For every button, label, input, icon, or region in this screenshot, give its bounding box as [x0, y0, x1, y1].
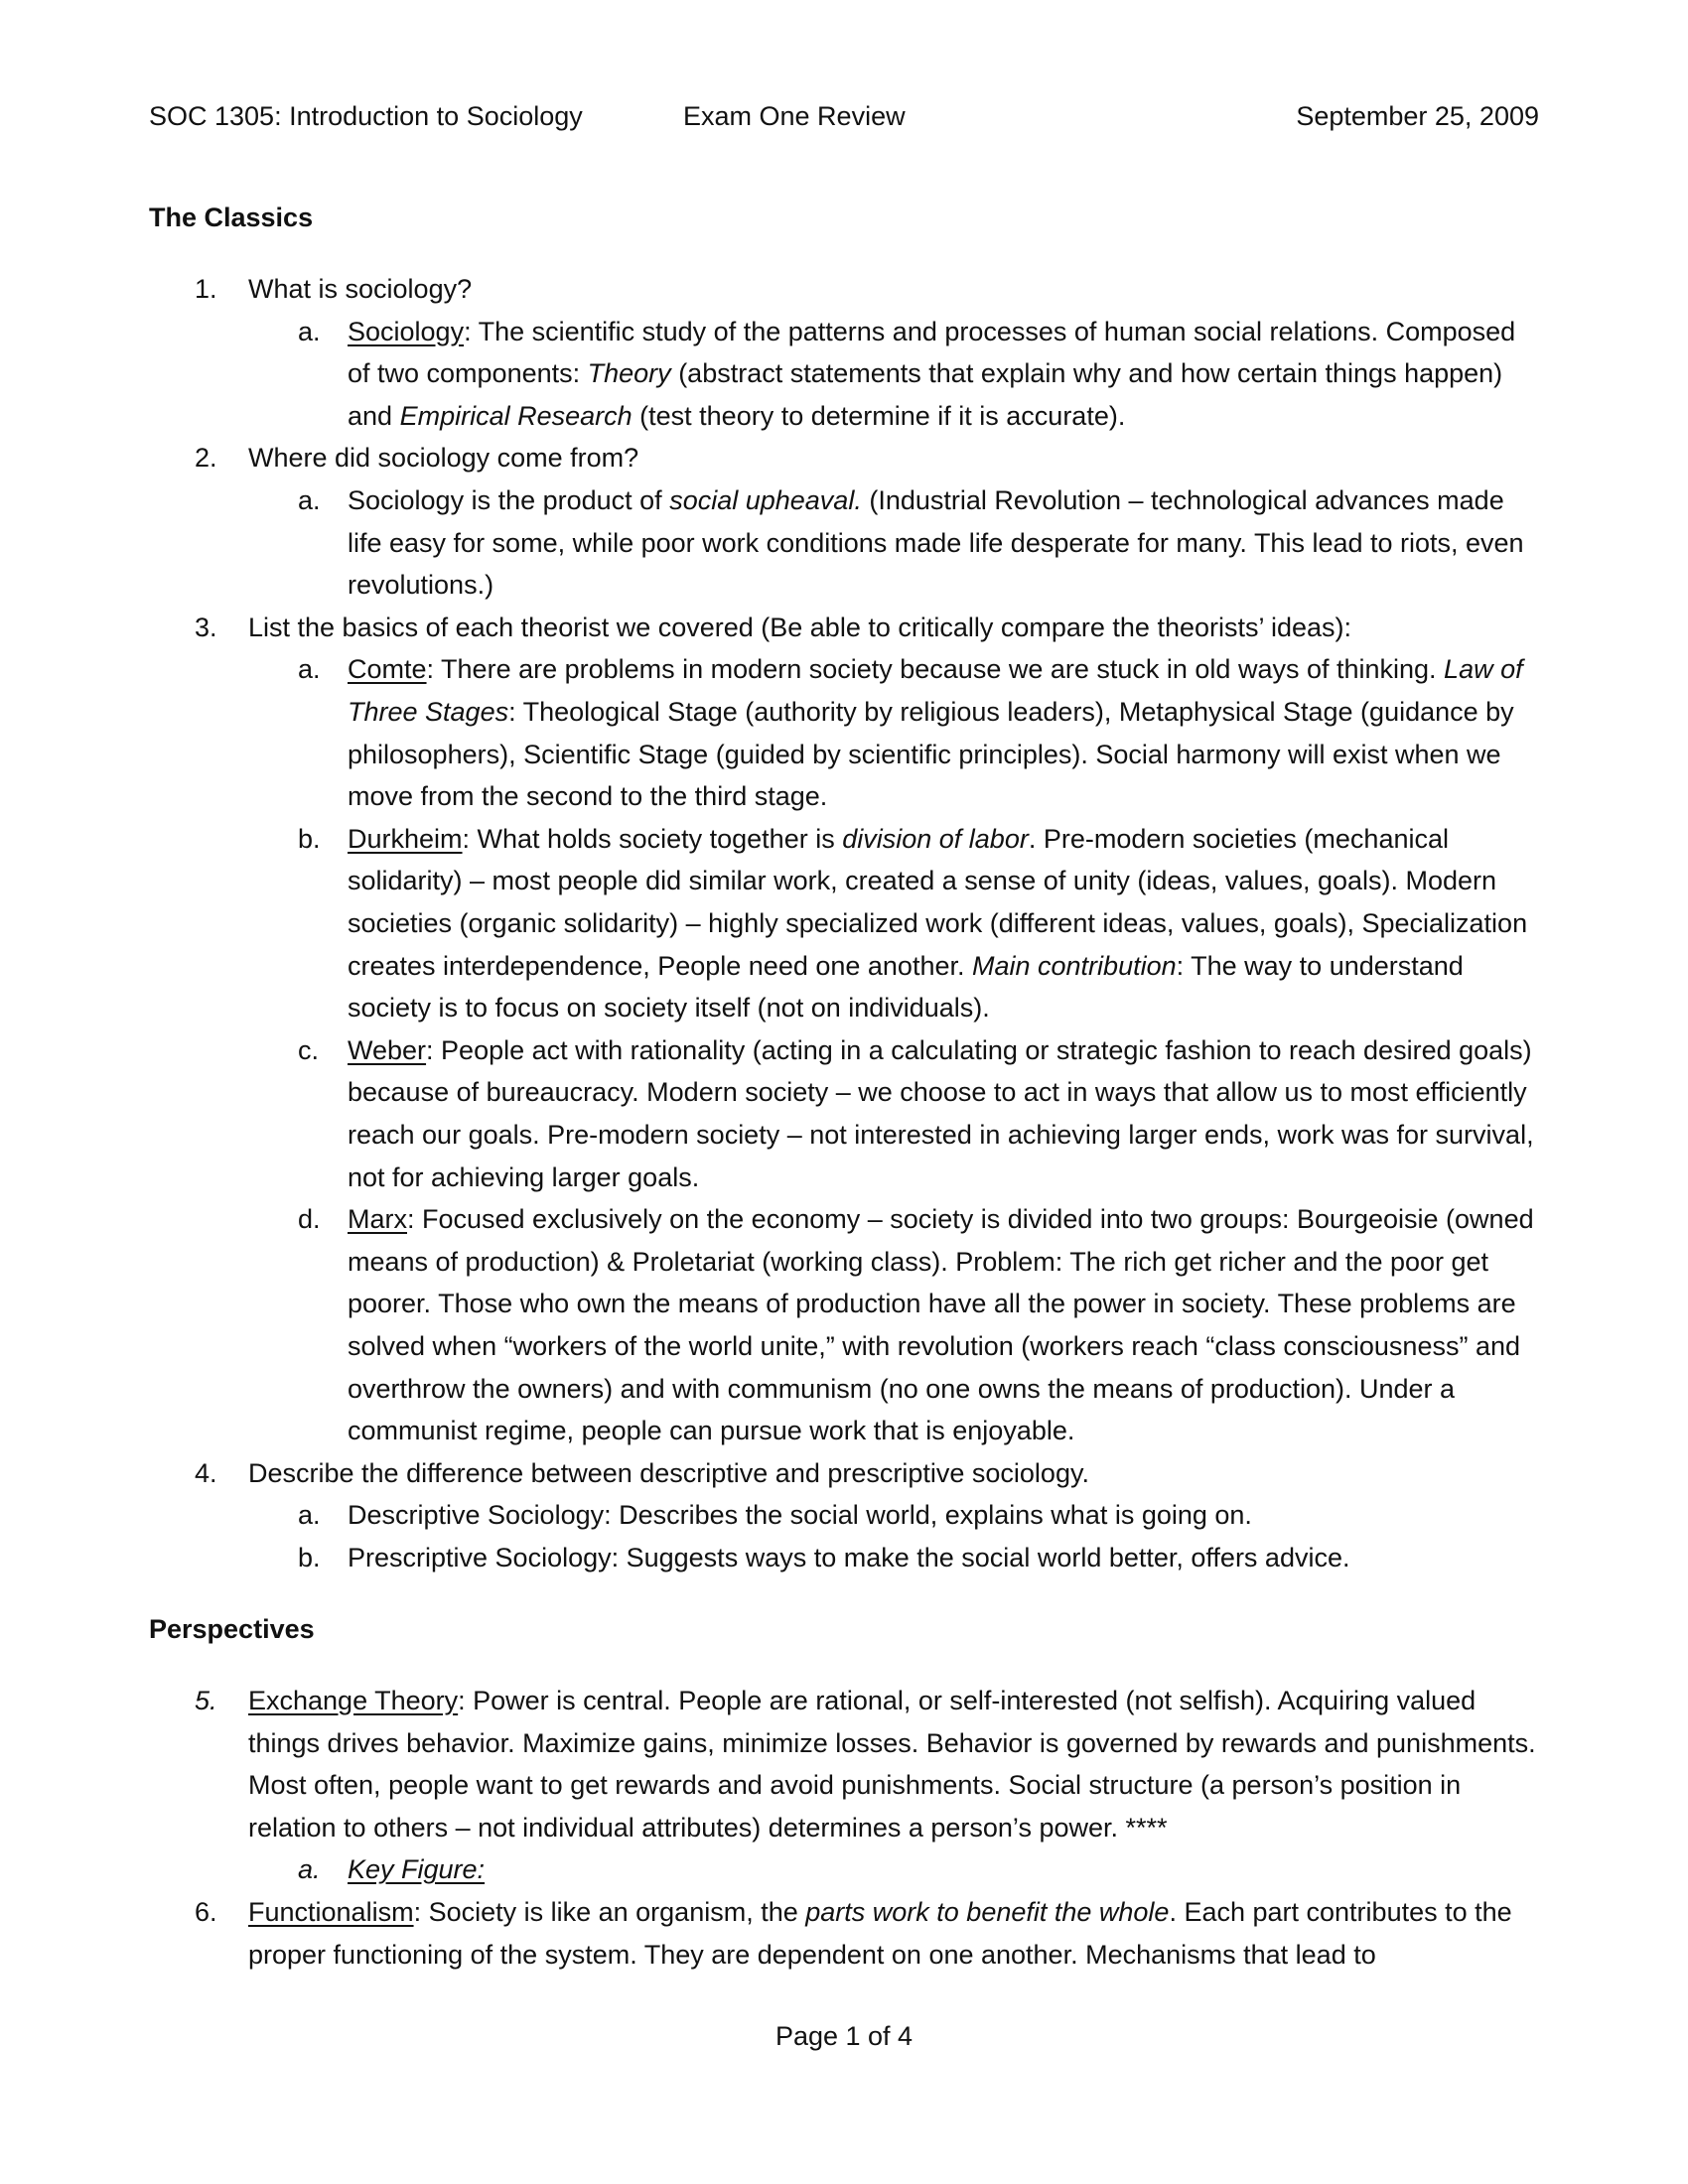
item-number: 5.: [195, 1686, 217, 1715]
course-title: SOC 1305: Introduction to Sociology: [149, 101, 583, 131]
page-header: [149, 95, 1539, 137]
item-number: 4.: [195, 1457, 217, 1488]
term-marx: Marx: [348, 1204, 407, 1235]
item-answer: Functionalism: Society is like an organism, the parts work to benefit the whole. Each part contributes to the proper functioning of the system. They are dependent on one another. Mechanisms that lead to: [248, 1897, 1512, 1970]
item-question: List the basics of each theorist we covered (Be able to critically compare the theorists’ ideas):: [248, 612, 1352, 642]
term-exchange-theory: Exchange Theory: [248, 1686, 459, 1715]
section-heading-perspectives: Perspectives: [149, 1614, 315, 1644]
item-number: 3.: [195, 612, 217, 642]
item-number: 1.: [195, 274, 217, 304]
document-date: September 25, 2009: [1296, 101, 1539, 131]
item-answer: Comte: There are problems in modern society because we are stuck in old ways of thinking. Law of Three Stages: Theological Stage (authority by religious leaders), Metaphysical Stage (guidance by philosophers), Scientific Stage (guided by scientific principles). Social harmony will exist when we move from the second to the third stage.: [348, 654, 1523, 812]
item-answer: Descriptive Sociology: Describes the social world, explains what is going on.: [348, 1500, 1252, 1531]
item-answer: Durkheim: What holds society together is division of labor. Pre-modern societies (mechanical solidarity) – most people did similar work, created a sense of unity (ideas, values, goals). Modern societies (organic solidarity) – highly specialized work (different ideas, values, goals), Specialization creates interdependence, People need one another. Main contribution: The way to understand society is to focus on society itself (not on individuals).: [348, 823, 1528, 1024]
item-letter: a.: [298, 485, 321, 515]
item-answer: Sociology is the product of social upheaval. (Industrial Revolution – technological advances made life easy for some, while poor work conditions made life desperate for many. This lead to riots, even revolutions.): [348, 485, 1524, 601]
term-comte: Comte: [348, 654, 427, 685]
term-sociology: Sociology: [348, 316, 465, 346]
item-answer: Exchange Theory: Power is central. People are rational, or self-interested (not selfish). Acquiring valued things drives behavior. Maximize gains, minimize losses. Behavior is governed by rewards and punishments. Most often, people want to get rewards and avoid punishments. Social structure (a person’s position in relation to others – not individual attributes) determines a person’s power. ****: [248, 1686, 1536, 1843]
document-title: Exam One Review: [683, 101, 906, 131]
term-durkheim: Durkheim: [348, 823, 463, 854]
item-letter: d.: [298, 1204, 321, 1235]
item-number: 2.: [195, 443, 217, 474]
item-question: What is sociology?: [248, 274, 473, 304]
section-heading-classics: The Classics: [149, 203, 314, 232]
item-letter: b.: [298, 823, 321, 854]
item-letter: a.: [298, 316, 321, 346]
item-number: 6.: [195, 1897, 217, 1927]
item-answer: Marx: Focused exclusively on the economy – society is divided into two groups: Bourgeoisie (owned means of production) & Proletariat (working class). Problem: The rich get richer and the poor get poorer. Those who own the means of production have all the power in society. These problems are solved when “workers of the world unite,” with revolution (workers reach “class consciousness” and overthrow the owners) and with communism (no one owns the means of production). Under a communist regime, people can pursue work that is enjoyable.: [348, 1204, 1534, 1446]
item-answer: Sociology: The scientific study of the patterns and processes of human social relations. Composed of two components: Theory (abstract statements that explain why and how certain things happen) and Empirical Research (test theory to determine if it is accurate).: [348, 316, 1516, 431]
item-answer: Prescriptive Sociology: Suggests ways to make the social world better, offers advice.: [348, 1543, 1350, 1572]
item-question: Describe the difference between descriptive and prescriptive sociology.: [248, 1457, 1089, 1488]
key-figure-label: Key Figure:: [348, 1854, 486, 1885]
item-letter: b.: [298, 1543, 321, 1572]
page-number: Page 1 of 4: [774, 2021, 914, 2051]
item-question: Where did sociology come from?: [248, 443, 639, 474]
term-weber: Weber: [348, 1034, 427, 1065]
item-letter: a.: [298, 1854, 321, 1885]
item-letter: a.: [298, 654, 321, 685]
term-functionalism: Functionalism: [248, 1897, 414, 1927]
item-letter: c.: [298, 1034, 320, 1065]
item-answer: Weber: People act with rationality (acting in a calculating or strategic fashion to reach desired goals) because of bureaucracy. Modern society – we choose to act in ways that allow us to most efficiently reach our goals. Pre-modern society – not interested in achieving larger ends, work was for survival, not for achieving larger goals.: [348, 1034, 1534, 1192]
item-letter: a.: [298, 1500, 321, 1531]
